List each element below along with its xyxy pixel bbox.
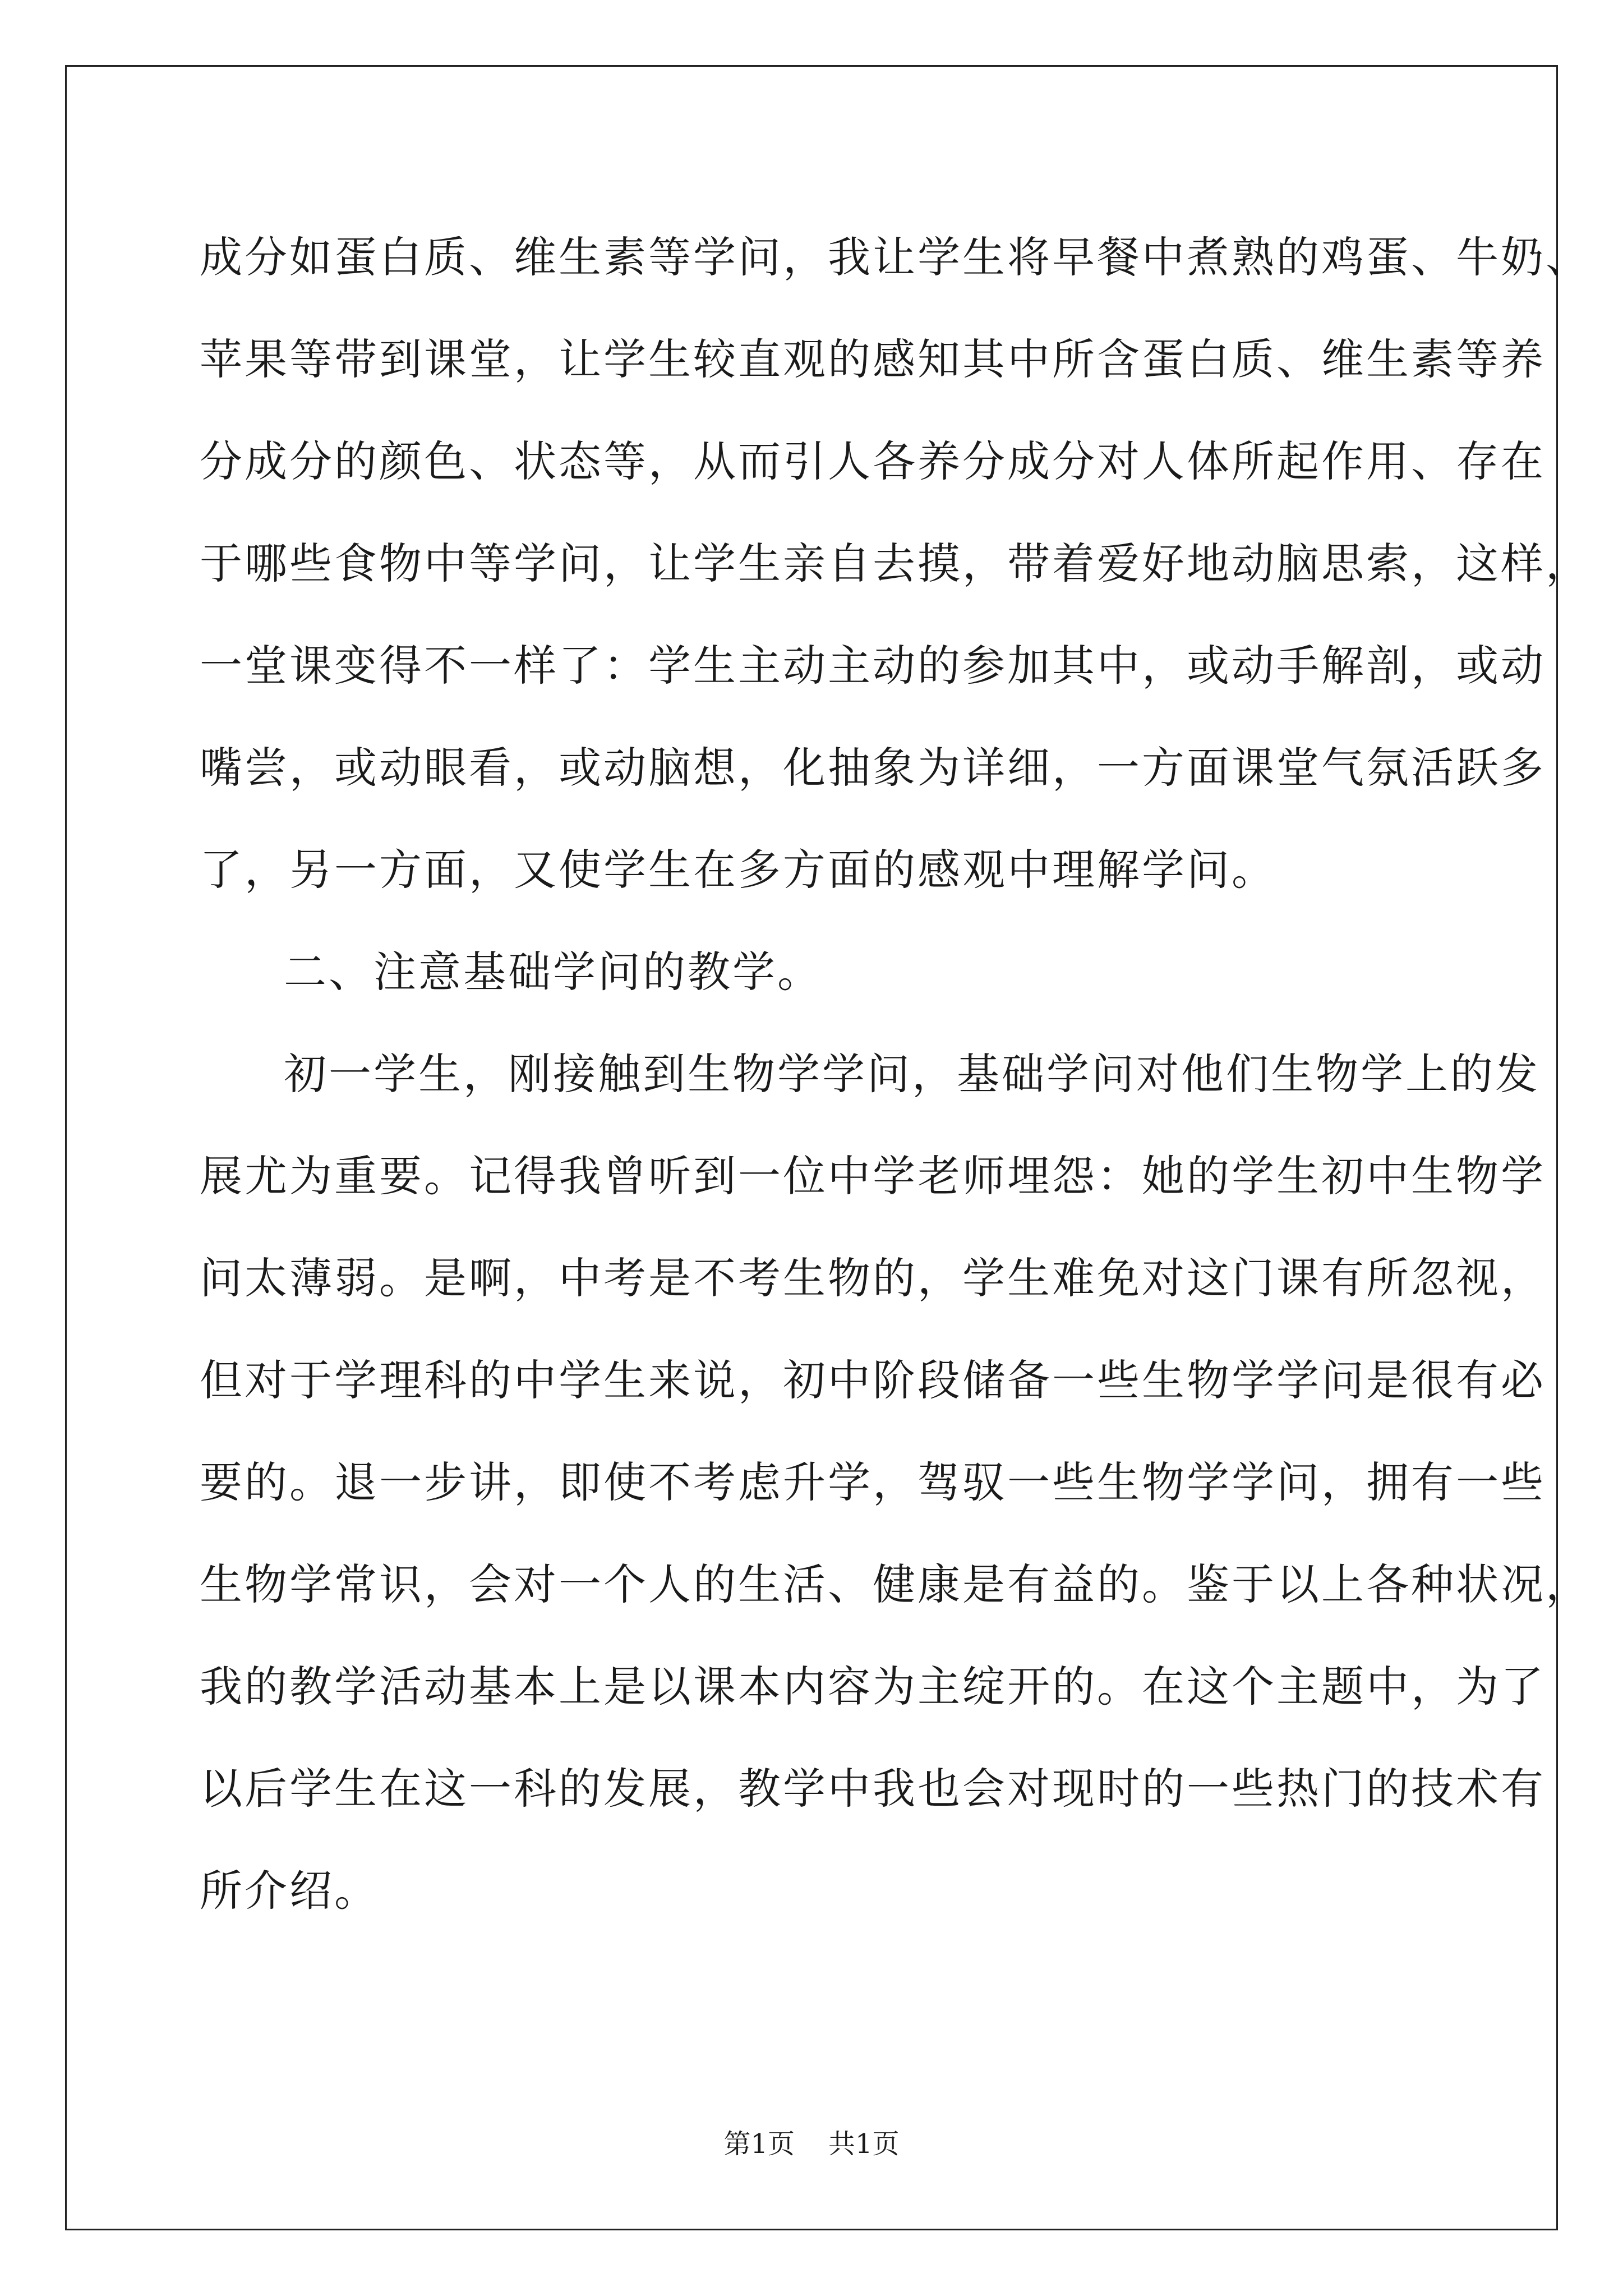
text-line: 苹果等带到课堂，让学生较直观的感知其中所含蛋白质、维生素等养	[200, 334, 1546, 384]
page-footer	[0, 2127, 1623, 2161]
text-line: 要的。退一步讲，即使不考虑升学，驾驭一些生物学学问，拥有一些	[200, 1457, 1546, 1507]
text-line: 所介绍。	[200, 1866, 379, 1916]
text-line: 但对于学理科的中学生来说，初中阶段储备一些生物学学问是很有必	[200, 1355, 1546, 1405]
text-line: 初一学生，刚接触到生物学学问，基础学问对他们生物学上的发	[284, 1049, 1540, 1099]
text-line: 展尤为重要。记得我曾听到一位中学老师埋怨：她的学生初中生物学	[200, 1151, 1546, 1201]
text-line: 嘴尝，或动眼看，或动脑想，化抽象为详细，一方面课堂气氛活跃多	[200, 743, 1546, 793]
document-body	[200, 206, 1590, 1942]
text-line: 一堂课变得不一样了：学生主动主动的参加其中，或动手解剖，或动	[200, 641, 1546, 691]
text-line: 了，另一方面，又使学生在多方面的感观中理解学问。	[200, 845, 1276, 895]
page-total: 共1页	[828, 2128, 900, 2160]
page-number: 第1页	[723, 2128, 795, 2160]
text-line: 成分如蛋白质、维生素等学问，我让学生将早餐中煮熟的鸡蛋、牛奶、	[200, 232, 1590, 282]
text-line: 我的教学活动基本上是以课本内容为主绽开的。在这个主题中，为了	[200, 1662, 1546, 1711]
text-line: 问太薄弱。是啊，中考是不考生物的，学生难免对这门课有所忽视，	[200, 1253, 1546, 1303]
text-line: 分成分的颜色、状态等，从而引人各养分成分对人体所起作用、存在	[200, 436, 1546, 486]
text-line: 生物学常识，会对一个人的生活、健康是有益的。鉴于以上各种状况，	[200, 1559, 1590, 1609]
text-line: 于哪些食物中等学问，让学生亲自去摸，带着爱好地动脑思索，这样，	[200, 539, 1590, 588]
text-line: 以后学生在这一科的发展，教学中我也会对现时的一些热门的技术有	[200, 1764, 1546, 1814]
section-heading: 二、注意基础学问的教学。	[284, 947, 822, 997]
